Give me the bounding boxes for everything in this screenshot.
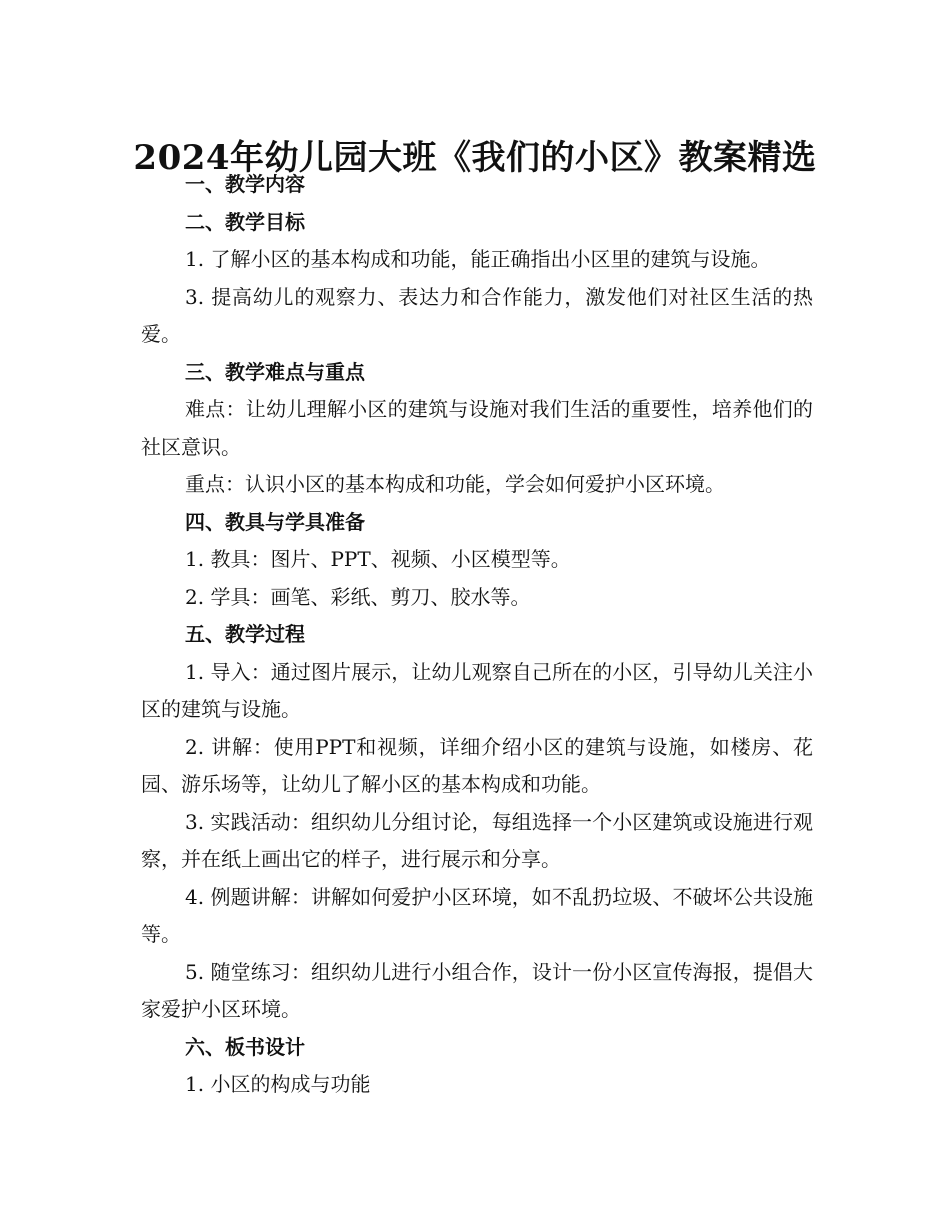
process-step-classroom-exercise: 5. 随堂练习：组织幼儿进行小组合作，设计一份小区宣传海报，提倡大家爱护小区环境。 xyxy=(141,959,813,1021)
keypoint-paragraph: 重点：认识小区的基本构成和功能，学会如何爱护小区环境。 xyxy=(185,472,725,496)
document-title: 2024年幼儿园大班《我们的小区》教案精选 xyxy=(133,137,817,178)
difficulty-paragraph: 难点：让幼儿理解小区的建筑与设施对我们生活的重要性，培养他们的社区意识。 xyxy=(141,397,813,459)
section-heading-difficulties-keypoints: 三、教学难点与重点 xyxy=(185,359,365,384)
section-heading-blackboard-design: 六、板书设计 xyxy=(185,1034,305,1059)
process-step-explanation: 2. 讲解：使用PPT和视频，详细介绍小区的建筑与设施，如楼房、花园、游乐场等，让幼儿了解小区的基本构成和功能。 xyxy=(141,734,813,796)
blackboard-item-1: 1. 小区的构成与功能 xyxy=(185,1072,371,1096)
document-body xyxy=(141,166,813,1104)
section-heading-teaching-process: 五、教学过程 xyxy=(185,622,305,646)
process-step-introduction: 1. 导入：通过图片展示，让幼儿观察自己所在的小区，引导幼儿关注小区的建筑与设施。 xyxy=(141,659,813,721)
goal-item-1: 1. 了解小区的基本构成和功能，能正确指出小区里的建筑与设施。 xyxy=(185,247,771,271)
section-heading-teaching-content: 一、教学内容 xyxy=(185,172,305,196)
process-step-example-explanation: 4. 例题讲解：讲解如何爱护小区环境，如不乱扔垃圾、不破坏公共设施等。 xyxy=(141,884,813,946)
material-item-teacher-tools: 1. 教具：图片、PPT、视频、小区模型等。 xyxy=(185,547,571,571)
material-item-student-tools: 2. 学具：画笔、彩纸、剪刀、胶水等。 xyxy=(185,584,531,609)
section-heading-materials: 四、教具与学具准备 xyxy=(185,509,365,534)
goal-item-3: 3. 提高幼儿的观察力、表达力和合作能力，激发他们对社区生活的热爱。 xyxy=(141,284,813,346)
section-heading-teaching-goals: 二、教学目标 xyxy=(185,209,305,234)
process-step-practice-activity: 3. 实践活动：组织幼儿分组讨论，每组选择一个小区建筑或设施进行观察，并在纸上画出它的样子，进行展示和分享。 xyxy=(141,809,813,871)
